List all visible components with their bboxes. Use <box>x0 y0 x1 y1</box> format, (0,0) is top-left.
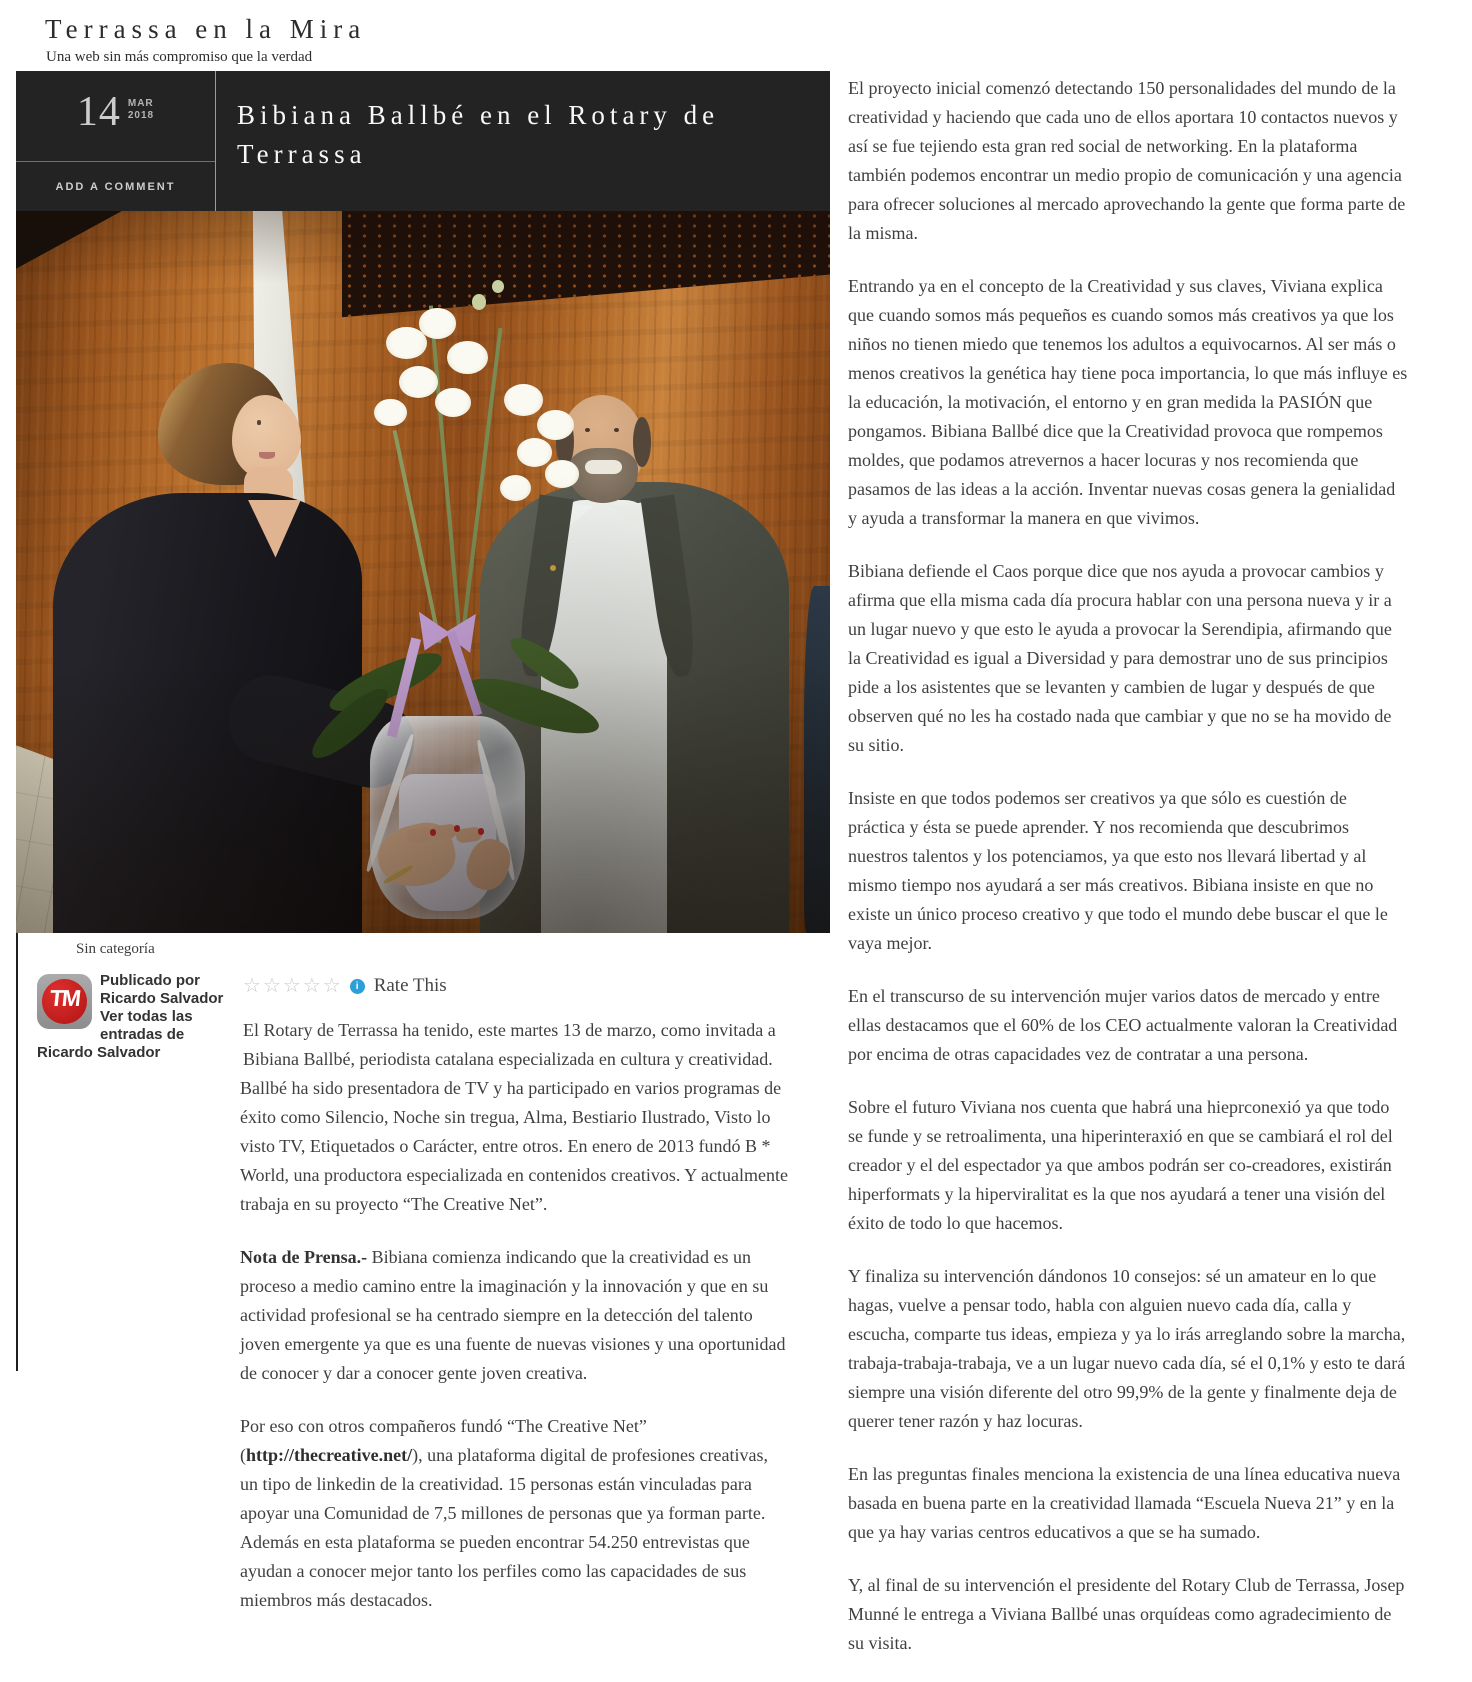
photo-orchid-flower <box>545 460 579 487</box>
rating-widget <box>243 972 790 1000</box>
article-paragraph: Entrando ya en el concepto de la Creatividad y sus claves, Viviana explica que cuando somos más pequeños es cuando somos más creativos ya que los niños no tienen miedo que tenemos los adultos a equivocarnos. Al ser más o menos creativos la genética hay tiene poca importancia, lo que más influye es la educación, la motivación, el entorno y en gran medida la PASIÓN que pongamos. Bibiana Ballbé dice que la Creatividad provoca que rompemos moldes, que podamos atrevernos a hacer locuras y nos recomienda que pasamos de las ideas a la acción. Inventar nuevas cosas genera la genialidad y ayuda a transformar la manera en que vivimos. <box>848 276 1408 528</box>
view-all-posts-link[interactable]: Ver todas las entradas de Ricardo Salvador <box>37 1008 193 1061</box>
photo-orchid-bud <box>492 280 504 293</box>
post-date-day: 14 <box>76 89 121 135</box>
photo-orchid-flower <box>447 341 488 374</box>
article-paragraph: Bibiana defiende el Caos porque dice que nos ayuda a provocar cambios y afirma que ella misma cada día procura hablar con una persona nueva y ir a un lugar nuevo y que esto le ayuda a provocar la Serendipia, afirmando que la Creatividad es igual a Diversidad y para demostrar uno de sus principios pide a los asistentes que se levanten y cambien de lugar y después de que observen qué no les ha costado nada que cambiar y que no se ha movido de su sitio. <box>848 561 1392 755</box>
published-by-label: Publicado por <box>100 972 201 989</box>
photo-orchid-stem <box>392 430 441 643</box>
post-date-year: 2018 <box>127 110 155 121</box>
rate-this-label: Rate This <box>373 975 447 996</box>
post-date-month: MAR <box>127 98 154 109</box>
rating-star-icon[interactable]: ☆ <box>302 975 323 997</box>
author-block <box>37 972 243 1062</box>
post-header <box>16 71 830 211</box>
photo-perforated-panel <box>342 211 830 327</box>
press-note-text: Bibiana comienza indicando que la creatividad es un proceso a medio camino entre la imaginación y la innovación y que en su actividad profesional se ha centrado siempre en la detección del talento joven emergente ya que es una fuente de nuevas visiones y una oportunidad de conocer y dar a conocer gente joven creativa. <box>240 1247 786 1383</box>
article-paragraph: Insiste en que todos podemos ser creativos ya que sólo es cuestión de práctica y ésta se puede aprender. Y nos recomienda que descubrimos nuestros talentos y los potenciamos, ya que esto nos llevará libertad y al mismo tiempo nos ayudará a ser más creativos. Bibiana insiste en que no existe un único proceso creativo y que todo el mundo debe buscar el que le vaya mejor. <box>848 788 1388 953</box>
paragraph-text: ), una plataforma digital de profesiones creativas, un tipo de linkedin de la creatividad. 15 personas están vinculadas para apoyar una Comunidad de 7,5 millones de personas que ya forman parte. Además en esta plataforma se pueden encontrar 54.250 entrevistas que ayudan a conocer mejor tanto los perfiles como las capacidades de sus miembros más destacados. <box>240 1445 768 1610</box>
site-header <box>0 0 1472 71</box>
article-paragraph: En el transcurso de su intervención mujer varios datos de mercado y entre ellas destacamos que el 60% de los CEO actualmente valoran la Creatividad por encima de otras capacidades vez de contratar a una persona. <box>848 986 1398 1064</box>
paragraph-text: Por eso con otros compañeros fundó “The Creative Net” ( <box>240 1416 647 1465</box>
photo-orchid-flower <box>500 475 531 501</box>
photo-orchid-flower <box>399 366 438 398</box>
avatar[interactable] <box>37 974 92 1029</box>
photo-fingernail <box>478 828 485 834</box>
post-date <box>16 71 215 161</box>
thecreative-net-link[interactable]: http://thecreative.net/ <box>246 1445 413 1465</box>
photo-orchid-flower <box>504 384 543 416</box>
photo-orchid-flower <box>435 388 471 417</box>
article-paragraph <box>240 1243 790 1388</box>
photo-man-hair <box>633 417 651 468</box>
rating-star-icon[interactable]: ☆ <box>262 975 283 997</box>
photo-man-eye <box>585 428 590 432</box>
rating-star-icon[interactable]: ☆ <box>243 975 263 997</box>
photo-orchid-flower <box>517 438 553 467</box>
post-date-column <box>16 71 215 211</box>
photo-orchid-bud <box>472 294 487 310</box>
post-photo <box>16 211 830 933</box>
photo-orchid-flower <box>537 410 574 440</box>
article-paragraph: El Rotary de Terrassa ha tenido, este martes 13 de marzo, como invitada a Bibiana Ballbé, periodista catalana especializada en cultura y creatividad. Ballbé ha sido presentadora de TV y ha participado en varios programas de éxito como Silencio, Noche sin tregua, Alma, Bestiario Ilustrado, Visto lo visto TV, Etiquetados o Carácter, entre otros. En enero de 2013 fundó B * World, una productora especializada en contenidos creativos. Y actualmente trabaja en su proyecto “The Creative Net”. <box>240 1020 788 1214</box>
press-note-lead: Nota de Prensa.- <box>240 1247 368 1267</box>
content-row <box>0 71 1472 1682</box>
photo-fingernail <box>430 829 437 835</box>
photo-woman-face <box>232 395 301 478</box>
avatar-tm-logo-icon: TM <box>48 985 81 1011</box>
author-name-link[interactable]: Ricardo Salvador <box>100 990 224 1007</box>
rating-info-icon[interactable]: i <box>350 979 365 994</box>
meta-row <box>16 972 830 1615</box>
article-paragraph: En las preguntas finales menciona la existencia de una línea educativa nueva basada en buena parte en la creatividad llamada “Escuela Nueva 21” y en la que ya hay varias centros educativos a que se ha sumado. <box>848 1464 1401 1542</box>
photo-orchid-flower <box>374 399 407 426</box>
add-comment-link[interactable]: ADD A COMMENT <box>55 180 176 193</box>
post-title[interactable]: Bibiana Ballbé en el Rotary de Terrassa <box>237 100 720 169</box>
article-left-column <box>240 972 790 1615</box>
photo-orchid-flower <box>419 308 456 338</box>
article-paragraph: Y, al final de su intervención el presidente del Rotary Club de Terrassa, Josep Munné le entrega a Viviana Ballbé unas orquídeas como agradecimiento de su visita. <box>848 1575 1405 1653</box>
site-tagline: Una web sin más compromiso que la verdad <box>46 49 313 65</box>
post-meta <box>16 933 830 1615</box>
photo-bystander <box>804 586 830 933</box>
article-paragraph: Sobre el futuro Viviana nos cuenta que habrá una hieprconexió ya que todo se funde y se retroalimenta, una hiperinteraxió en que se cambiará el rol del creador y el del espectador ya que ambos podrán ser co-creadores, existirán hiperformats y la hiperviralitat es la que nos ayudará a tener una visión del éxito de todo lo que hacemos. <box>848 1097 1393 1233</box>
article-paragraph: Y finaliza su intervención dándonos 10 consejos: sé un amateur en lo que hagas, vuelve a pensar todo, habla con alguien nuevo cada día, calla y escucha, comparte tus ideas, empieza y ya lo irás arreglando sobre la marcha, trabaja-trabaja-trabaja, ve a un lugar nuevo cada día, sé el 0,1% y esto te dará siempre una visión diferente del otro 99,9% de la gente y finalmente deja de querer tener razón y haz locuras. <box>848 1266 1406 1431</box>
post-card <box>16 71 830 1639</box>
article-right-column <box>848 71 1408 1682</box>
post-date-month-year <box>128 98 154 122</box>
category-link[interactable]: Sin categoría <box>76 941 155 957</box>
article-paragraph: El proyecto inicial comenzó detectando 150 personalidades del mundo de la creatividad y haciendo que cada uno de ellos aportara 10 contactos nuevos y así se fue tejiendo esta gran red social de networking. En la plataforma también podemos encontrar un medio propio de comunicación y una agencia para ofrecer soluciones al mercado aprovechando la gente que forma parte de la misma. <box>848 78 1406 243</box>
rating-star-icon[interactable]: ☆ <box>322 975 343 997</box>
photo-ceiling-shadow <box>16 211 122 269</box>
rating-stars <box>243 976 343 996</box>
photo-man-eye <box>614 428 619 432</box>
photo-man-smile <box>585 460 622 474</box>
site-title[interactable]: Terrassa en la Mira <box>45 14 367 44</box>
article-paragraph <box>240 1412 790 1615</box>
rating-star-icon[interactable]: ☆ <box>282 975 303 997</box>
